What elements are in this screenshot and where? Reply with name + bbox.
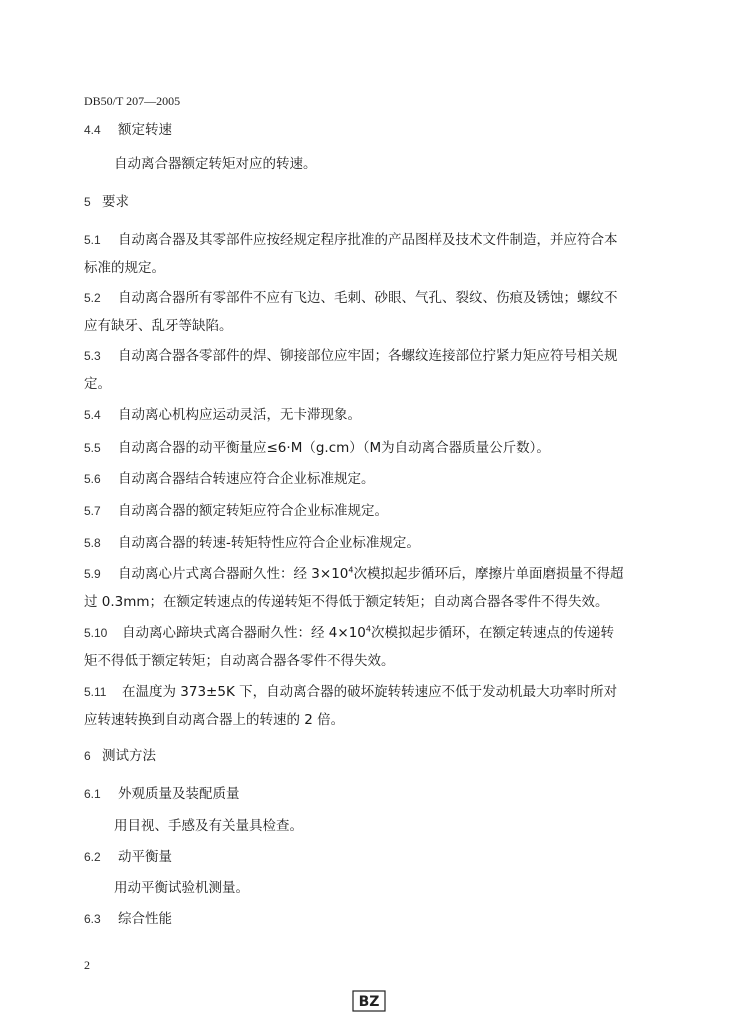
clause-6-1-body: 用目视、手感及有关量具检查。 xyxy=(114,818,303,834)
clause-5-5: 5.5 自动离合器的动平衡量应≤6·M（g.cm）（M为自动离合器质量公斤数）。 xyxy=(84,440,550,456)
clause-6-2-body: 用动平衡试验机测量。 xyxy=(114,880,249,896)
bz-logo xyxy=(352,990,386,1012)
page-number: 2 xyxy=(84,958,90,972)
clause-4-4-body: 自动离合器额定转矩对应的转速。 xyxy=(114,156,317,172)
bz-logo-text: BZ xyxy=(358,994,380,1010)
clause-5-11: 5.11 在温度为 373±5K 下，自动离合器的破坏旋转转速应不低于发动机最大功率时所对 应转速转换到自动离合器上的转速的 2 倍。 xyxy=(84,684,618,728)
clause-6-2-heading: 6.2 动平衡量 xyxy=(84,849,172,865)
clause-5-9: 5.9 自动离心片式离合器耐久性：经 $3\times 10^4$次模拟起步循环后，摩擦片单面磨损量不得超 过 0.3mm；在额定转速点的传递转矩不得低于额定转矩；自动离合器各零件不得失效。 xyxy=(84,565,624,610)
clause-5-8: 5.8 自动离合器的转速-转矩特性应符合企业标准规定。 xyxy=(84,535,420,551)
section-6-heading: 6 测试方法 xyxy=(84,748,156,764)
clause-5-10: 5.10 自动离心蹄块式离合器耐久性：经 $4\times 10^4$次模拟起步循环，在额定转速点的传递转 矩不得低于额定转矩；自动离合器各零件不得失效。 xyxy=(84,624,614,669)
clause-5-3: 5.3 自动离合器各零部件的焊、铆接部位应牢固；各螺纹连接部位拧紧力矩应符号相关规 定。 xyxy=(84,348,618,392)
clause-6-1-heading: 6.1 外观质量及装配质量 xyxy=(84,786,240,802)
section-5-heading: 5 要求 xyxy=(84,194,129,210)
clause-5-6: 5.6 自动离合器结合转速应符合企业标准规定。 xyxy=(84,471,375,487)
clause-5-7: 5.7 自动离合器的额定转矩应符合企业标准规定。 xyxy=(84,503,388,519)
clause-4-4-heading: 4.4 额定转速 xyxy=(84,122,172,138)
clause-5-4: 5.4 自动离心机构应运动灵活，无卡滞现象。 xyxy=(84,407,361,423)
clause-5-2: 5.2 自动离合器所有零部件不应有飞边、毛刺、砂眼、气孔、裂纹、伤痕及锈蚀；螺纹不 应有缺牙、乱牙等缺陷。 xyxy=(84,290,618,334)
clause-6-3-heading: 6.3 综合性能 xyxy=(84,911,172,927)
clause-5-1: 5.1 自动离合器及其零部件应按经规定程序批准的产品图样及技术文件制造，并应符合本 标准的规定。 xyxy=(84,232,618,276)
standard-code: DB50/T 207—2005 xyxy=(84,94,181,108)
